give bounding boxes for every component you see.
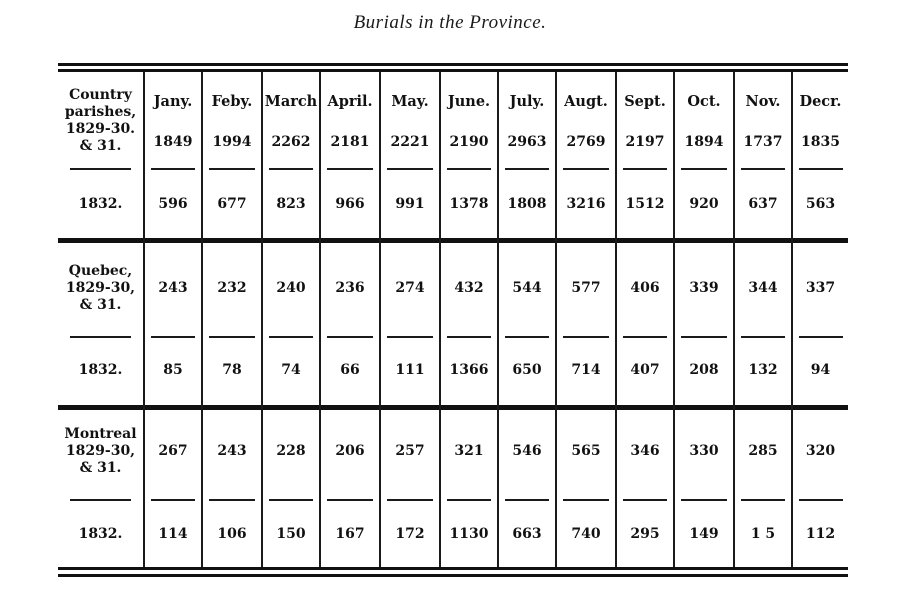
value-cell: 407 xyxy=(616,338,674,401)
month-header: Decr. xyxy=(799,92,842,110)
value-cell: 132 xyxy=(734,338,792,401)
value-cell: 94 xyxy=(792,338,848,401)
value-cell: 2197 xyxy=(625,133,665,150)
value-cell: 149 xyxy=(674,501,734,567)
value-cell: 114 xyxy=(144,501,202,567)
table-row xyxy=(58,170,848,238)
table-row xyxy=(58,238,848,338)
value-cell: 320 xyxy=(792,401,848,501)
value-cell: 1366 xyxy=(440,338,498,401)
month-header: March xyxy=(264,92,318,110)
value-cell: 714 xyxy=(556,338,616,401)
value-cell: 243 xyxy=(202,401,262,501)
month-cell xyxy=(440,72,498,170)
value-cell: 596 xyxy=(144,170,202,238)
value-cell: 563 xyxy=(792,170,848,238)
value-cell: 823 xyxy=(262,170,320,238)
value-cell: 106 xyxy=(202,501,262,567)
row-label-montreal: Montreal 1829-30, & 31. xyxy=(58,401,144,501)
value-cell: 3216 xyxy=(556,170,616,238)
value-cell: 267 xyxy=(144,401,202,501)
value-cell: 285 xyxy=(734,401,792,501)
month-cell xyxy=(556,72,616,170)
value-cell: 337 xyxy=(792,238,848,338)
month-header: May. xyxy=(391,92,429,110)
value-cell: 2181 xyxy=(330,133,370,150)
row-label-year: 1832. xyxy=(78,196,123,212)
value-cell: 432 xyxy=(440,238,498,338)
row-label-quebec: Quebec, 1829-30, & 31. xyxy=(58,238,144,338)
month-cell xyxy=(202,72,262,170)
month-header: April. xyxy=(327,92,373,110)
value-cell: 406 xyxy=(616,238,674,338)
value-cell: 740 xyxy=(556,501,616,567)
value-cell: 243 xyxy=(144,238,202,338)
month-header: Sept. xyxy=(624,92,666,110)
value-cell: 228 xyxy=(262,401,320,501)
value-cell: 232 xyxy=(202,238,262,338)
value-cell: 236 xyxy=(320,238,380,338)
value-cell: 344 xyxy=(734,238,792,338)
value-cell: 339 xyxy=(674,238,734,338)
month-cell xyxy=(144,72,202,170)
month-cell xyxy=(616,72,674,170)
value-cell: 74 xyxy=(262,338,320,401)
month-header: Jany. xyxy=(153,92,193,110)
value-cell: 330 xyxy=(674,401,734,501)
month-header: June. xyxy=(447,92,491,110)
table-row xyxy=(58,338,848,401)
value-cell: 208 xyxy=(674,338,734,401)
month-header: Oct. xyxy=(687,92,721,110)
value-cell: 206 xyxy=(320,401,380,501)
top-double-rule-upper xyxy=(58,63,848,66)
value-cell: 2221 xyxy=(390,133,430,150)
value-cell: 663 xyxy=(498,501,556,567)
value-cell: 920 xyxy=(674,170,734,238)
value-cell: 2963 xyxy=(507,133,547,150)
month-cell xyxy=(674,72,734,170)
row-label-country-parishes: Country parishes, 1829-30. & 31. xyxy=(58,72,144,170)
month-cell xyxy=(734,72,792,170)
value-cell: 2262 xyxy=(271,133,311,150)
value-cell: 677 xyxy=(202,170,262,238)
value-cell: 112 xyxy=(792,501,848,567)
value-cell: 966 xyxy=(320,170,380,238)
value-cell: 637 xyxy=(734,170,792,238)
value-cell: 346 xyxy=(616,401,674,501)
value-cell: 240 xyxy=(262,238,320,338)
value-cell: 2769 xyxy=(566,133,606,150)
value-cell: 544 xyxy=(498,238,556,338)
value-cell: 991 xyxy=(380,170,440,238)
bottom-double-rule-upper xyxy=(58,567,848,570)
table-caption: Burials in the Province. xyxy=(353,12,547,33)
month-header: Augt. xyxy=(564,92,608,110)
month-header: Nov. xyxy=(745,92,781,110)
value-cell: 295 xyxy=(616,501,674,567)
value-cell: 565 xyxy=(556,401,616,501)
value-cell: 321 xyxy=(440,401,498,501)
value-cell: 66 xyxy=(320,338,380,401)
value-cell: 1737 xyxy=(743,133,783,150)
table-row xyxy=(58,72,848,170)
value-cell: 1512 xyxy=(616,170,674,238)
value-cell: 577 xyxy=(556,238,616,338)
month-header: July. xyxy=(509,92,545,110)
value-cell: 2190 xyxy=(449,133,489,150)
value-cell: 1378 xyxy=(440,170,498,238)
month-cell xyxy=(262,72,320,170)
value-cell: 78 xyxy=(202,338,262,401)
value-cell: 1130 xyxy=(440,501,498,567)
value-cell: 167 xyxy=(320,501,380,567)
value-cell: 274 xyxy=(380,238,440,338)
value-cell: 1894 xyxy=(684,133,724,150)
table-row xyxy=(58,401,848,501)
value-cell: 1808 xyxy=(498,170,556,238)
burials-table xyxy=(58,72,848,567)
table-row xyxy=(58,501,848,567)
month-cell xyxy=(498,72,556,170)
row-label-year: 1832. xyxy=(78,361,123,378)
value-cell: 85 xyxy=(144,338,202,401)
value-cell: 172 xyxy=(380,501,440,567)
value-cell: 1 5 xyxy=(734,501,792,567)
value-cell: 257 xyxy=(380,401,440,501)
month-cell xyxy=(320,72,380,170)
month-header: Feby. xyxy=(211,92,253,110)
value-cell: 1849 xyxy=(153,133,193,150)
value-cell: 111 xyxy=(380,338,440,401)
row-label-year: 1832. xyxy=(78,526,123,542)
bottom-double-rule-lower xyxy=(58,574,848,577)
month-cell xyxy=(380,72,440,170)
value-cell: 650 xyxy=(498,338,556,401)
month-cell xyxy=(792,72,848,170)
value-cell: 1994 xyxy=(212,133,252,150)
value-cell: 1835 xyxy=(801,133,840,150)
value-cell: 150 xyxy=(262,501,320,567)
value-cell: 546 xyxy=(498,401,556,501)
